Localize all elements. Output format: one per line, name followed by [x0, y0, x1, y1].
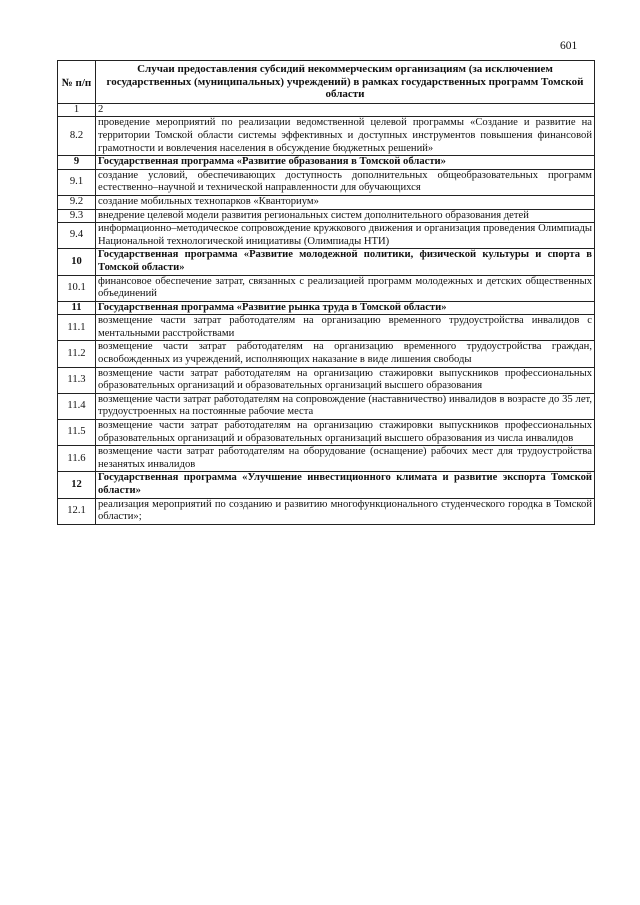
row-number-cell: 11.6 — [58, 446, 96, 472]
program-row — [58, 249, 595, 275]
row-text-cell: возмещение части затрат работодателям на организацию стажировки выпускников профессиональных образовательных организаций и образовательных организаций высшего образования — [96, 367, 595, 393]
header-title-cell: Случаи предоставления субсидий некоммерческим организациям (за исключением государственных (муниципальных) учреждений) в рамках государственных программ Томской области — [96, 61, 595, 104]
row-number-cell: 9.3 — [58, 209, 96, 223]
subsidies-table — [57, 60, 595, 525]
table-row — [58, 223, 595, 249]
table-row — [58, 275, 595, 301]
index-text-cell: 2 — [96, 103, 595, 117]
row-number-cell: 10 — [58, 249, 96, 275]
row-text-cell: возмещение части затрат работодателям на организацию временного трудоустройства граждан, освобожденных из учреждений, исполняющих наказание в виде лишения свободы — [96, 341, 595, 367]
row-number-cell: 9.1 — [58, 169, 96, 195]
row-number-cell: 8.2 — [58, 117, 96, 156]
table-row — [58, 498, 595, 524]
row-text-cell: финансовое обеспечение затрат, связанных с реализацией программ молодежных и детских общественных объединений — [96, 275, 595, 301]
table-row — [58, 420, 595, 446]
row-text-cell: возмещение части затрат работодателям на организацию стажировки выпускников профессиональных образовательных организаций и образовательных организаций высшего образования из числа инвалидов — [96, 420, 595, 446]
table-row — [58, 446, 595, 472]
row-number-cell: 12 — [58, 472, 96, 498]
table-row — [58, 117, 595, 156]
program-title-cell: Государственная программа «Развитие рынка труда в Томской области» — [96, 301, 595, 315]
row-text-cell: создание мобильных технопарков «Кванториум» — [96, 195, 595, 209]
row-number-cell: 12.1 — [58, 498, 96, 524]
table-row — [58, 209, 595, 223]
row-text-cell: возмещение части затрат работодателям на организацию временного трудоустройства инвалидов с ментальными расстройствами — [96, 315, 595, 341]
row-number-cell: 11.1 — [58, 315, 96, 341]
program-title-cell: Государственная программа «Улучшение инвестиционного климата и развитие экспорта Томской области» — [96, 472, 595, 498]
row-number-cell: 11.3 — [58, 367, 96, 393]
header-num-cell: № п/п — [58, 61, 96, 104]
row-number-cell: 9 — [58, 156, 96, 170]
table-row — [58, 169, 595, 195]
table-row — [58, 195, 595, 209]
column-index-row — [58, 103, 595, 117]
row-number-cell: 9.2 — [58, 195, 96, 209]
table-row — [58, 315, 595, 341]
page-number: 601 — [560, 40, 578, 52]
table-row — [58, 341, 595, 367]
row-number-cell: 10.1 — [58, 275, 96, 301]
program-title-cell: Государственная программа «Развитие образования в Томской области» — [96, 156, 595, 170]
row-text-cell: информационно–методическое сопровождение кружкового движения и организация проведения Олимпиады Национальной технологической инициативы (Олимпиады НТИ) — [96, 223, 595, 249]
row-text-cell: возмещение части затрат работодателям на сопровождение (наставничество) инвалидов в возрасте до 35 лет, трудоустроенных на постоянные рабочие места — [96, 393, 595, 419]
table-row — [58, 367, 595, 393]
row-number-cell: 9.4 — [58, 223, 96, 249]
table-row — [58, 393, 595, 419]
row-number-cell: 11.5 — [58, 420, 96, 446]
row-text-cell: реализация мероприятий по созданию и развитию многофункционального студенческого городка в Томской области»; — [96, 498, 595, 524]
row-text-cell: проведение мероприятий по реализации ведомственной целевой программы «Создание и развитие на территории Томской области системы эффективных и доступных инструментов повышения финансовой грамотности и вовлечения населения в обсуждение бюджетных решений» — [96, 117, 595, 156]
row-text-cell: создание условий, обеспечивающих доступность дополнительных общеобразовательных программ естественно–научной и технической направленности для обучающихся — [96, 169, 595, 195]
program-row — [58, 472, 595, 498]
row-number-cell: 11.2 — [58, 341, 96, 367]
program-row — [58, 156, 595, 170]
program-row — [58, 301, 595, 315]
table-header-row — [58, 61, 595, 104]
index-num-cell: 1 — [58, 103, 96, 117]
row-number-cell: 11.4 — [58, 393, 96, 419]
row-number-cell: 11 — [58, 301, 96, 315]
row-text-cell: возмещение части затрат работодателям на оборудование (оснащение) рабочих мест для трудоустройства незанятых инвалидов — [96, 446, 595, 472]
program-title-cell: Государственная программа «Развитие молодежной политики, физической культуры и спорта в Томской области» — [96, 249, 595, 275]
row-text-cell: внедрение целевой модели развития региональных систем дополнительного образования детей — [96, 209, 595, 223]
